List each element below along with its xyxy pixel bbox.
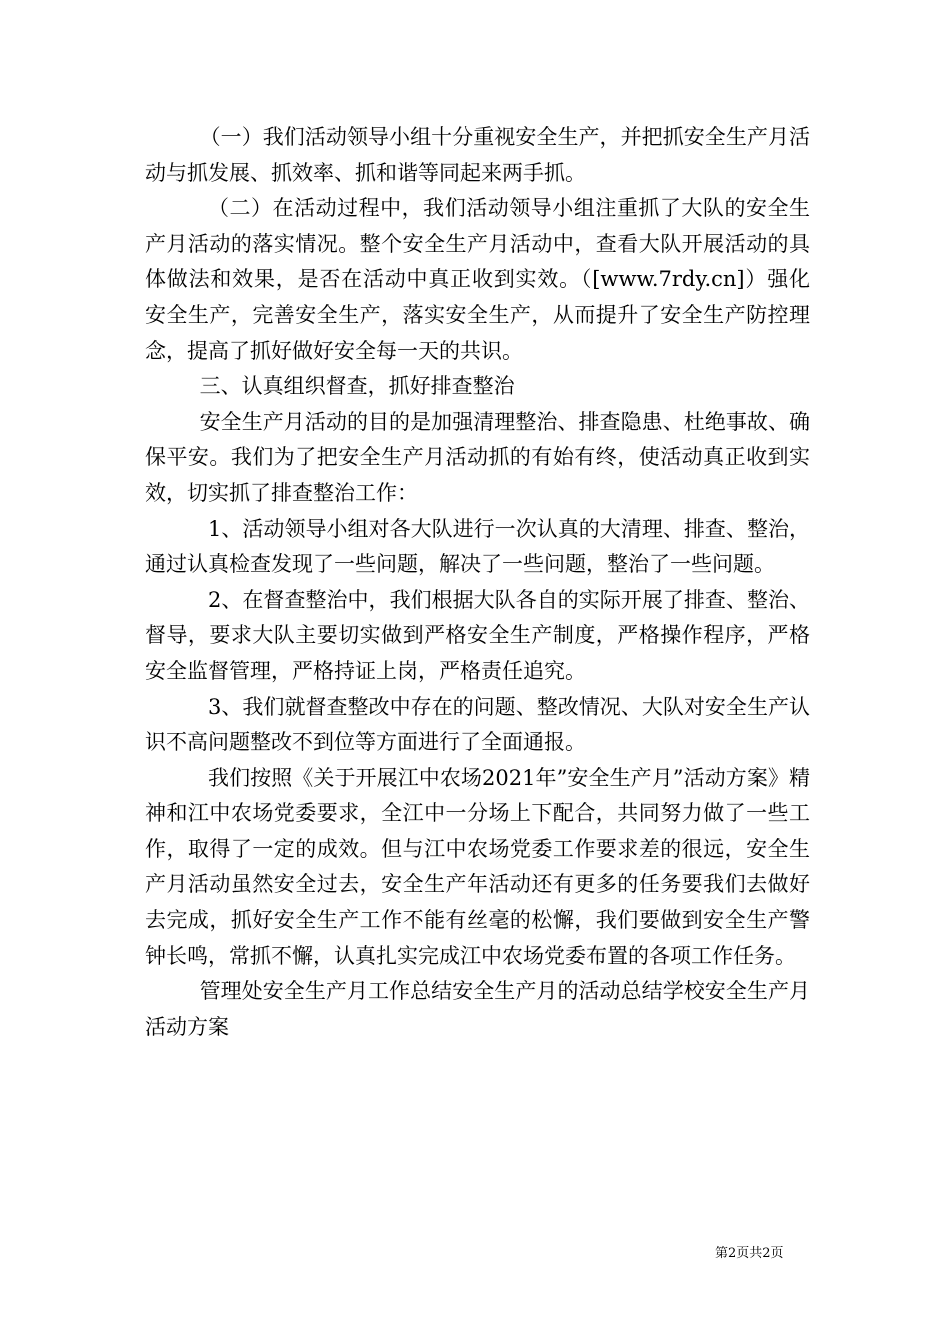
paragraph-conclusion: 我们按照《关于开展江中农场2021年”安全生产月”活动方案》精神和江中农场党委要求，全江中一分场上下配合，共同努力做了一些工作，取得了一定的成效。但与江中农场党委工作要求差的很远，安全生产月活动虽然安全过去，安全生产年活动还有更多的任务要我们去做好去完成，抓好安全生产工作不能有丝毫的松懈，我们要做到安全生产警钟长鸣，常抓不懈，认真扎实完成江中农场党委布置的各项工作任务。 (145, 765, 810, 968)
paragraph-related-links: 管理处安全生产月工作总结安全生产月的活动总结学校安全生产月活动方案 (145, 979, 810, 1039)
paragraph-section-one: （一）我们活动领导小组十分重视安全生产，并把抓安全生产月活动与抓发展、抓效率、抓和谐等同起来两手抓。 (145, 125, 810, 185)
paragraph-section-two: （二）在活动过程中，我们活动领导小组注重抓了大队的安全生产月活动的落实情况。整个安全生产月活动中，查看大队开展活动的具体做法和效果，是否在活动中真正收到实效。（[www.7rdy.cn]）强化安全生产，完善安全生产，落实安全生产，从而提升了安全生产防控理念，提高了抓好做好安全每一天的共识。 (145, 196, 810, 363)
document-body (145, 120, 810, 1045)
paragraph-item-1: 1、活动领导小组对各大队进行一次认真的大清理、排查、整治，通过认真检查发现了一些问题，解决了一些问题，整治了一些问题。 (145, 516, 810, 577)
section-heading-three: 三、认真组织督查，抓好排查整治 (199, 374, 515, 399)
page-number: 第2页共2页 (715, 1246, 784, 1261)
paragraph-item-2: 2、在督查整治中，我们根据大队各自的实际开展了排查、整治、督导，要求大队主要切实做到严格安全生产制度，严格操作程序，严格安全监督管理，严格持证上岗，严格责任追究。 (145, 587, 810, 683)
paragraph-item-3: 3、我们就督查整改中存在的问题、整改情况、大队对安全生产认识不高问题整改不到位等方面进行了全面通报。 (145, 694, 810, 755)
paragraph-purpose: 安全生产月活动的目的是加强清理整治、排查隐患、杜绝事故、确保平安。我们为了把安全生产月活动抓的有始有终，使活动真正收到实效，切实抓了排查整治工作： (145, 409, 810, 505)
